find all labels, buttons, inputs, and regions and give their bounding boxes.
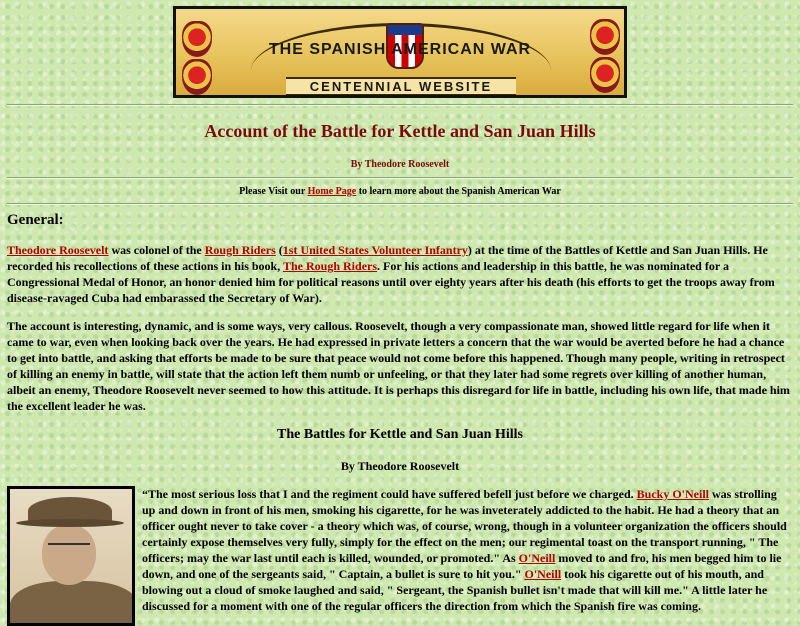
byline-secondary: By Theodore Roosevelt <box>340 459 460 473</box>
section-heading-general: General: <box>7 212 64 228</box>
byline: By Theodore Roosevelt <box>350 159 450 170</box>
portrait-coat <box>10 581 135 626</box>
portrait-hat-brim <box>16 519 124 527</box>
text: ( <box>275 243 283 257</box>
text: was strolling up and down in front of his men, smoking his cigarette, for he was inveterately addicted to the habit. He had a theory that an officer ought never to take cover - a theory which was, of course, wrong, though in a volunteer organization the officers should certainly expose themselves very fully, simply for the effect on the men; our regimental toast on the transport running, " The officers; may the war last until each is killed, wounded, or promoted." As <box>142 487 787 565</box>
text: . For his actions and leadership in this battle, he was nominated for a Congressional Medal of Honor, an honor denied him for political reasons until over eighty years after his death (his efforts to get the troops away from disease-ravaged Cuba had embarassed the Secretary of War). <box>7 259 775 305</box>
visit-text-before: Please Visit our <box>239 186 308 197</box>
text: ) at the time of the Battles of Kettle and San Juan Hills. He recorded his recollections of these actions in his book, <box>7 243 768 273</box>
rough-riders-link[interactable]: Rough Riders <box>204 243 276 257</box>
site-banner <box>173 6 627 98</box>
home-page-link[interactable]: Home Page <box>307 186 357 197</box>
spanish-crest-icon <box>182 59 212 95</box>
bucky-oneill-link[interactable]: Bucky O'Neill <box>636 487 709 501</box>
section-subtitle: The Battles for Kettle and San Juan Hills <box>277 427 523 442</box>
oneill-link[interactable]: O'Neill <box>524 567 562 581</box>
banner-line2: CENTENNIAL WEBSITE <box>286 77 516 96</box>
banner-line1: THE SPANISH AMERICAN WAR <box>268 41 532 58</box>
divider <box>7 203 793 205</box>
portrait-glasses <box>48 543 90 553</box>
infantry-link[interactable]: 1st United States Volunteer Infantry <box>282 243 468 257</box>
text: “The most serious loss that I and the regiment could have suffered befell just before we charged. <box>142 487 637 501</box>
roosevelt-portrait <box>7 486 135 626</box>
visit-text-after: to learn more about the Spanish American War <box>356 186 561 197</box>
divider <box>7 177 793 179</box>
divider <box>7 104 793 106</box>
text: moved to and fro, his men begged him to lie down, and one of the sergeants said, " Captain, a bullet is sure to hit you." <box>142 551 782 581</box>
portrait-face <box>42 525 96 585</box>
text: was colonel of the <box>108 243 205 257</box>
intro-paragraph <box>7 242 793 306</box>
oneill-link[interactable]: O'Neill <box>518 551 556 565</box>
book-link[interactable]: The Rough Riders <box>283 259 378 273</box>
visit-notice <box>0 186 800 197</box>
text: took his cigarette out of his mouth, and blowing out a cloud of smoke laughed and said, " Sergeant, the Spanish bullet isn't made that will kill me." A little later he discussed for a moment with one of the regular officers the direction from which the Spanish fire was coming. <box>142 567 768 613</box>
roosevelt-link[interactable]: Theodore Roosevelt <box>7 243 109 257</box>
spanish-crest-icon <box>590 57 620 93</box>
analysis-paragraph: The account is interesting, dynamic, and is some ways, very callous. Roosevelt, though a very compassionate man, showed little regard for life when it came to war, even when looking back over the years. He had expressed in private letters a concern that the war would be averted before he had a chance to get into battle, and asking that efforts be made to be sure that peace would not come before this happened. Though many people, writing in retrospect of killing an enemy in battle, will state that the action left them numb or unfeeling, or that they later had some regrets over killing of another human, albeit an enemy, Theodore Roosevelt never seemed to how this attitude. It is perhaps this disregard for life in battle, including his own life, that made him the excellent leader he was. <box>7 319 790 413</box>
battle-quote <box>142 486 793 614</box>
page-title: Account of the Battle for Kettle and San Juan Hills <box>204 121 596 141</box>
